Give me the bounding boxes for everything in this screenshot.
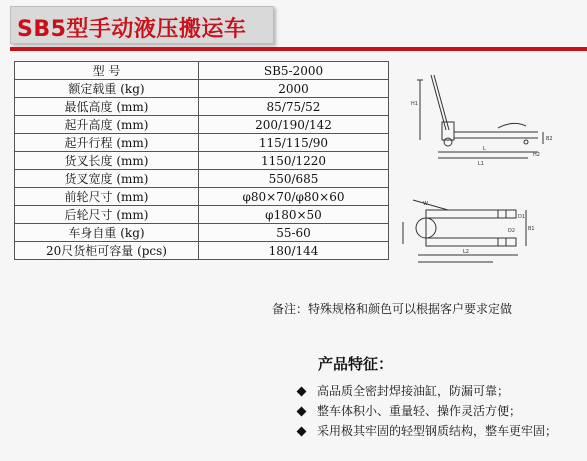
- table-header-row: [15, 62, 389, 80]
- diamond-bullet-icon: [297, 406, 307, 416]
- spec-table: [14, 61, 389, 260]
- list-item: 采用极其牢固的轻型钢质结构，整车更牢固；: [296, 421, 557, 441]
- dim-label-d2: D2: [508, 228, 516, 234]
- spec-value: 2000: [199, 80, 389, 98]
- dim-label-d1: D1: [518, 214, 526, 220]
- spec-label: 起升行程 (mm): [15, 134, 199, 152]
- spec-label: 前轮尺寸 (mm): [15, 188, 199, 206]
- spec-label: 货叉宽度 (mm): [15, 170, 199, 188]
- table-row: [15, 116, 389, 134]
- dim-label-l1: L1: [478, 161, 484, 167]
- title-banner: [10, 6, 274, 44]
- dimension-diagrams: [398, 60, 583, 270]
- spec-label: 额定载重 (kg): [15, 80, 199, 98]
- spec-label: 最低高度 (mm): [15, 98, 199, 116]
- table-row: [15, 152, 389, 170]
- spec-value: φ80×70/φ80×60: [199, 188, 389, 206]
- spec-value: 550/685: [199, 170, 389, 188]
- dim-label-h1: H1: [411, 101, 418, 107]
- list-item: 高品质全密封焊接油缸，防漏可靠；: [296, 381, 557, 401]
- table-row: [15, 242, 389, 260]
- table-row: [15, 188, 389, 206]
- dim-label-b2: B2: [546, 136, 553, 142]
- dim-label-b1: B1: [528, 226, 535, 232]
- table-row: [15, 80, 389, 98]
- list-item: 整车体积小、重量轻、操作灵活方便；: [296, 401, 557, 421]
- spec-label: 车身自重 (kg): [15, 224, 199, 242]
- features-heading: 产品特征：: [318, 355, 394, 373]
- dim-label-l2: L2: [463, 249, 469, 255]
- spec-value: φ180×50: [199, 206, 389, 224]
- spec-value: 55-60: [199, 224, 389, 242]
- table-row: [15, 224, 389, 242]
- diamond-bullet-icon: [297, 426, 307, 436]
- table-row: [15, 134, 389, 152]
- spec-value: 180/144: [199, 242, 389, 260]
- features-list: [296, 381, 557, 441]
- dim-label-l: L: [483, 146, 486, 152]
- spec-value: SB5-2000: [199, 62, 389, 80]
- spec-value: 115/115/90: [199, 134, 389, 152]
- table-row: [15, 98, 389, 116]
- spec-label: 型 号: [15, 62, 199, 80]
- spec-value: 200/190/142: [199, 116, 389, 134]
- spec-label: 起升高度 (mm): [15, 116, 199, 134]
- table-row: [15, 170, 389, 188]
- side-view-drawing: [417, 75, 543, 158]
- spec-value: 1150/1220: [199, 152, 389, 170]
- page-title: SB5型手动液压搬运车: [17, 17, 247, 42]
- spec-value: 85/75/52: [199, 98, 389, 116]
- dim-label-w: W: [423, 201, 428, 207]
- dim-label-h2: H2: [533, 152, 540, 158]
- table-row: [15, 206, 389, 224]
- remark-note: 备注：特殊规格和颜色可以根据客户要求定做: [272, 302, 513, 316]
- spec-label: 20尺货柜可容量 (pcs): [15, 242, 199, 260]
- spec-label: 货叉长度 (mm): [15, 152, 199, 170]
- diamond-bullet-icon: [297, 386, 307, 396]
- title-underline: [10, 47, 587, 51]
- spec-label: 后轮尺寸 (mm): [15, 206, 199, 224]
